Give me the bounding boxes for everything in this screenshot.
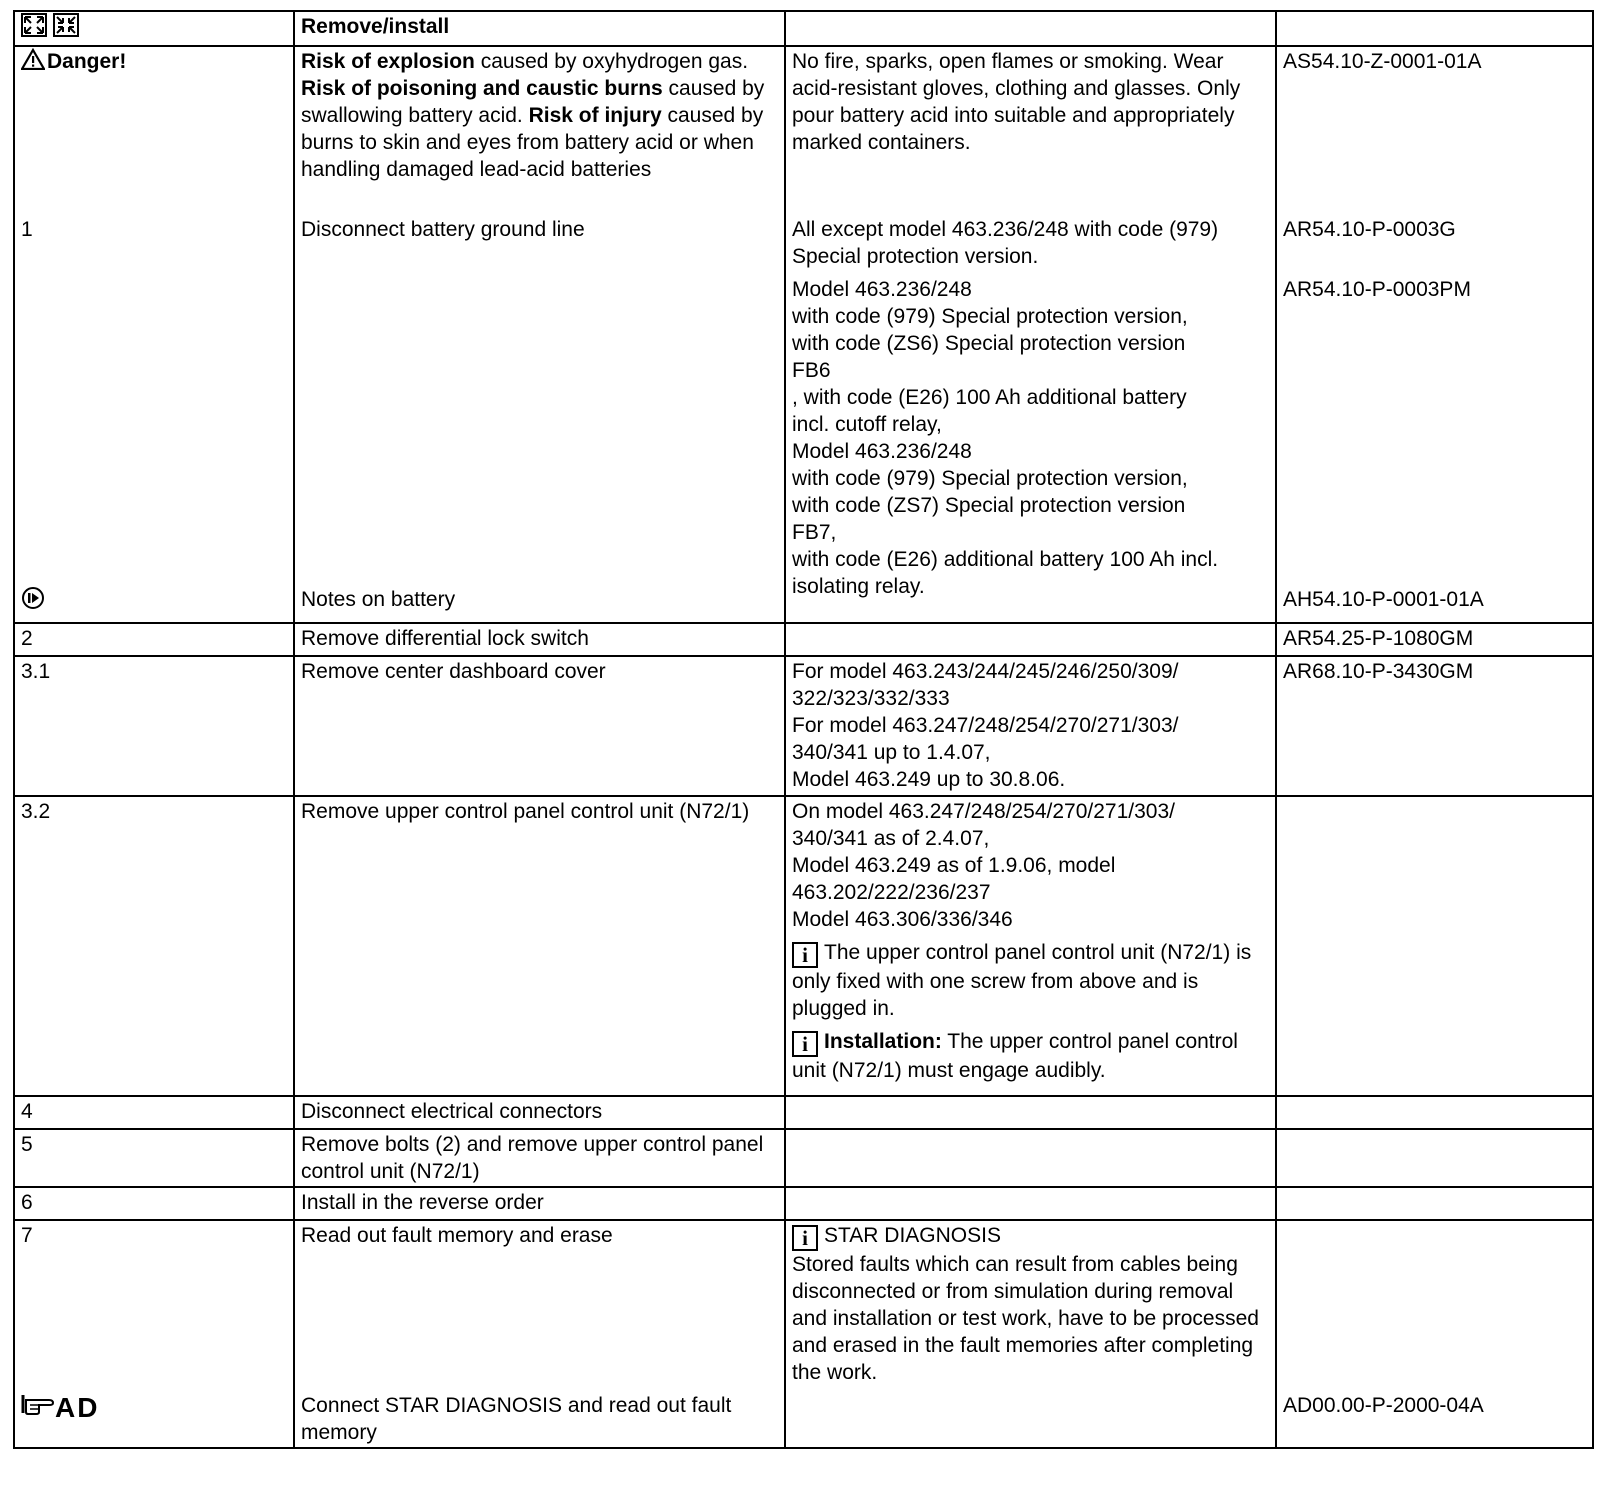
step-number: 3.2 <box>14 796 294 1096</box>
step-action: Install in the reverse order <box>294 1187 785 1220</box>
info-icon: i <box>792 942 818 968</box>
step-number: 3.1 <box>14 656 294 796</box>
expand-icon[interactable] <box>21 13 47 44</box>
step-reference[interactable]: AR54.25-P-1080GM <box>1276 623 1593 656</box>
step-action: Remove differential lock switch <box>294 623 785 656</box>
procedure-document <box>13 10 1592 1490</box>
procedure-table <box>13 10 1594 1449</box>
step-number: 5 <box>14 1129 294 1187</box>
step1-reference-a[interactable]: AR54.10-P-0003G <box>1283 218 1456 241</box>
step-action: Disconnect electrical connectors <box>294 1096 785 1129</box>
danger-label-block <box>21 48 287 216</box>
ad-label-block <box>21 1392 287 1423</box>
notes-battery-action: Notes on battery <box>301 588 456 611</box>
step-number: 2 <box>14 623 294 656</box>
header-icons-cell <box>14 11 294 46</box>
step1-note-b: Model 463.236/248 with code (979) Special protection version, with code (ZS6) Special protection version FB6 , with code (E26) 100 Ah additional battery incl. cutoff relay, Model 463.236/248 with code (979) Special protection version, with code (ZS7) Special protection version FB7, with code (E26) additional battery 100 Ah incl. isolating relay. <box>792 278 1219 598</box>
step-action: Remove upper control panel control unit (N72/1) <box>294 796 785 1096</box>
ad-action: Connect STAR DIAGNOSIS and read out fault memory <box>301 1394 732 1444</box>
step-number: 4 <box>14 1096 294 1129</box>
info-icon: i <box>792 1225 818 1251</box>
step-row <box>14 656 1593 796</box>
step-note: On model 463.247/248/254/270/271/303/ 340/341 as of 2.4.07, Model 463.249 as of 1.9.06, model 463.202/222/236/237 Model 463.306/336/346 i The upper control panel control unit (N72/1) is only fixed with one screw from above and is plugged in. i Installation: The upper control panel control unit (N72/1) must engage audibly. <box>785 796 1276 1096</box>
header-row <box>14 11 1593 46</box>
step-action: Remove center dashboard cover <box>294 656 785 796</box>
danger-measures: No fire, sparks, open flames or smoking. Wear acid-resistant gloves, clothing and glasses. Only pour battery acid into suitable and appropriately marked containers. <box>792 50 1241 154</box>
step-row <box>14 1129 1593 1187</box>
danger-and-step1-row <box>14 46 1593 623</box>
info-icon: i <box>792 1031 818 1057</box>
step-action: Read out fault memory and erase <box>301 1224 613 1247</box>
step-row <box>14 1187 1593 1220</box>
step-reference[interactable]: AR68.10-P-3430GM <box>1276 656 1593 796</box>
step-action: Disconnect battery ground line <box>301 218 585 241</box>
star-diagnosis-info: i STAR DIAGNOSIS Stored faults which can result from cables being disconnected or from simulation during removal and installation or test work, have to be processed and erased in the fault memories after completing the work. <box>792 1224 1259 1384</box>
step-note: For model 463.243/244/245/246/250/309/ 322/323/332/333 For model 463.247/248/254/270/271/303/ 340/341 up to 1.4.07, Model 463.249 up to 30.8.06. <box>785 656 1276 796</box>
danger-reference[interactable]: AS54.10-Z-0001-01A <box>1283 50 1482 73</box>
info-note: i The upper control panel control unit (N72/1) is only fixed with one screw from above and is plugged in. <box>792 941 1252 1020</box>
pointing-hand-icon <box>21 1392 55 1423</box>
step-row <box>14 796 1593 1096</box>
info-note: i Installation: The upper control panel control unit (N72/1) must engage audibly. <box>792 1030 1238 1082</box>
danger-label: Danger! <box>47 50 127 74</box>
danger-description: Risk of explosion caused by oxyhydrogen gas. Risk of poisoning and caustic burns caused by swallowing battery acid. Risk of injury caused by burns to skin and eyes from battery acid or when handling damaged lead-acid batteries <box>301 50 765 181</box>
notes-battery-icon-block <box>21 586 287 617</box>
step-row <box>14 623 1593 656</box>
collapse-icon[interactable] <box>53 13 79 44</box>
notes-icon <box>21 586 45 617</box>
notes-battery-reference[interactable]: AH54.10-P-0001-01A <box>1283 588 1484 611</box>
header-title: Remove/install <box>294 11 785 46</box>
step-row <box>14 1096 1593 1129</box>
step-row <box>14 1220 1593 1448</box>
ad-reference[interactable]: AD00.00-P-2000-04A <box>1283 1394 1484 1417</box>
step-number: 1 <box>21 218 33 241</box>
step-action: Remove bolts (2) and remove upper control panel control unit (N72/1) <box>294 1129 785 1187</box>
warning-triangle-icon <box>21 48 45 77</box>
step-number: 6 <box>14 1187 294 1220</box>
step-number: 7 <box>21 1224 33 1247</box>
step1-note-a: All except model 463.236/248 with code (979) Special protection version. <box>792 218 1219 268</box>
step1-reference-b[interactable]: AR54.10-P-0003PM <box>1283 278 1471 301</box>
ad-label: AD <box>55 1392 100 1423</box>
